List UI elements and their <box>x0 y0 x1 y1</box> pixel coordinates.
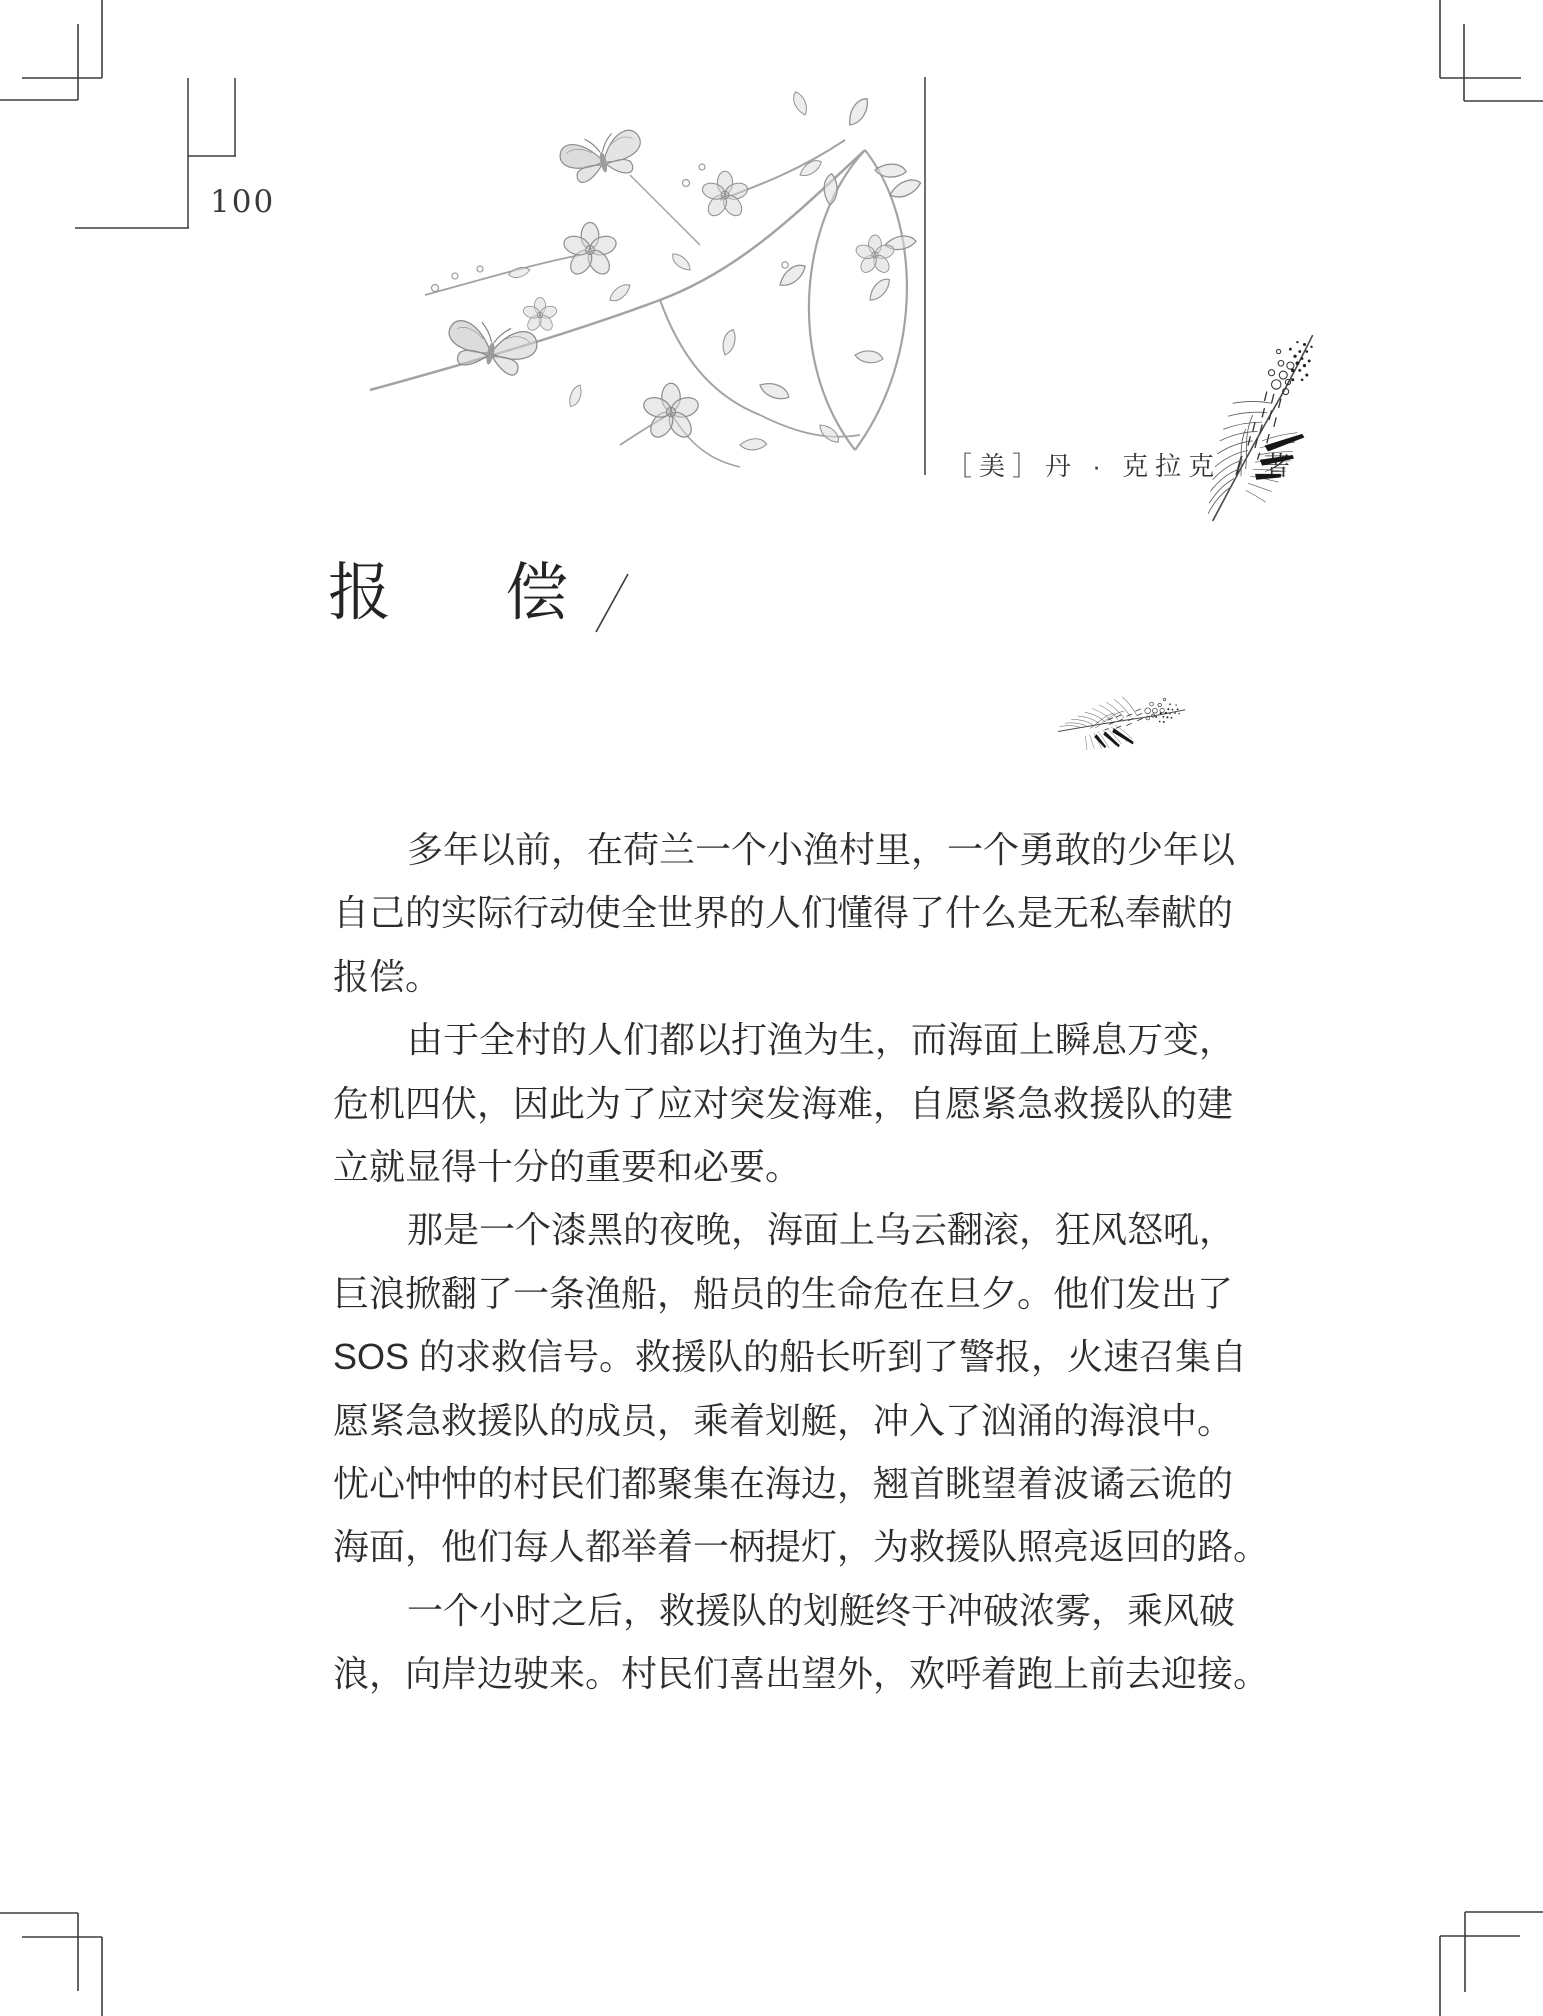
body-line: 海面，他们每人都举着一柄提灯，为救援队照亮返回的路。 <box>333 1526 1270 1568</box>
floral-sketch-icon <box>330 55 930 480</box>
body-line: 浪，向岸边驶来。村民们喜出望外，欢呼着跑上前去迎接。 <box>333 1653 1270 1695</box>
author-credit: ［美］丹 · 克拉克 / 著 <box>946 451 1297 481</box>
floral-illustration <box>330 55 930 485</box>
butterfly-icon <box>443 316 539 379</box>
title-char-1: 报 <box>328 558 391 628</box>
feather-icon <box>1058 696 1218 788</box>
body-line: 那是一个漆黑的夜晚，海面上乌云翻滚，狂风怒吼， <box>407 1209 1236 1251</box>
title-char-2: 偿 <box>505 558 568 628</box>
page-number: 100 <box>210 184 276 220</box>
body-line: 由于全村的人们都以打渔为生，而海面上瞬息万变， <box>407 1019 1236 1061</box>
body-line: 巨浪掀翻了一条渔船，船员的生命危在旦夕。他们发出了 <box>333 1272 1234 1314</box>
body-line: 自己的实际行动使全世界的人们懂得了什么是无私奉献的 <box>333 892 1234 934</box>
body-text <box>333 818 1270 1705</box>
body-line: 多年以前，在荷兰一个小渔村里，一个勇敢的少年以 <box>407 829 1236 870</box>
body-line: 愿紧急救援队的成员，乘着划艇，冲入了汹涌的海浪中。 <box>333 1399 1234 1441</box>
feather-icon <box>1198 328 1338 528</box>
body-line: 一个小时之后，救援队的划艇终于冲破浓雾，乘风破 <box>407 1589 1236 1631</box>
chapter-title <box>328 556 632 636</box>
body-line: 危机四伏，因此为了应对突发海难，自愿紧急救援队的建 <box>333 1082 1234 1124</box>
body-line: 忧心忡忡的村民们都聚集在海边，翘首眺望着波谲云诡的 <box>333 1462 1234 1504</box>
body-line: 报偿。 <box>333 955 442 997</box>
body-line: 立就显得十分的重要和必要。 <box>333 1145 802 1187</box>
title-slash-icon <box>592 572 632 636</box>
body-line: SOS 的求救信号。救援队的船长听到了警报，火速召集自 <box>333 1336 1248 1378</box>
